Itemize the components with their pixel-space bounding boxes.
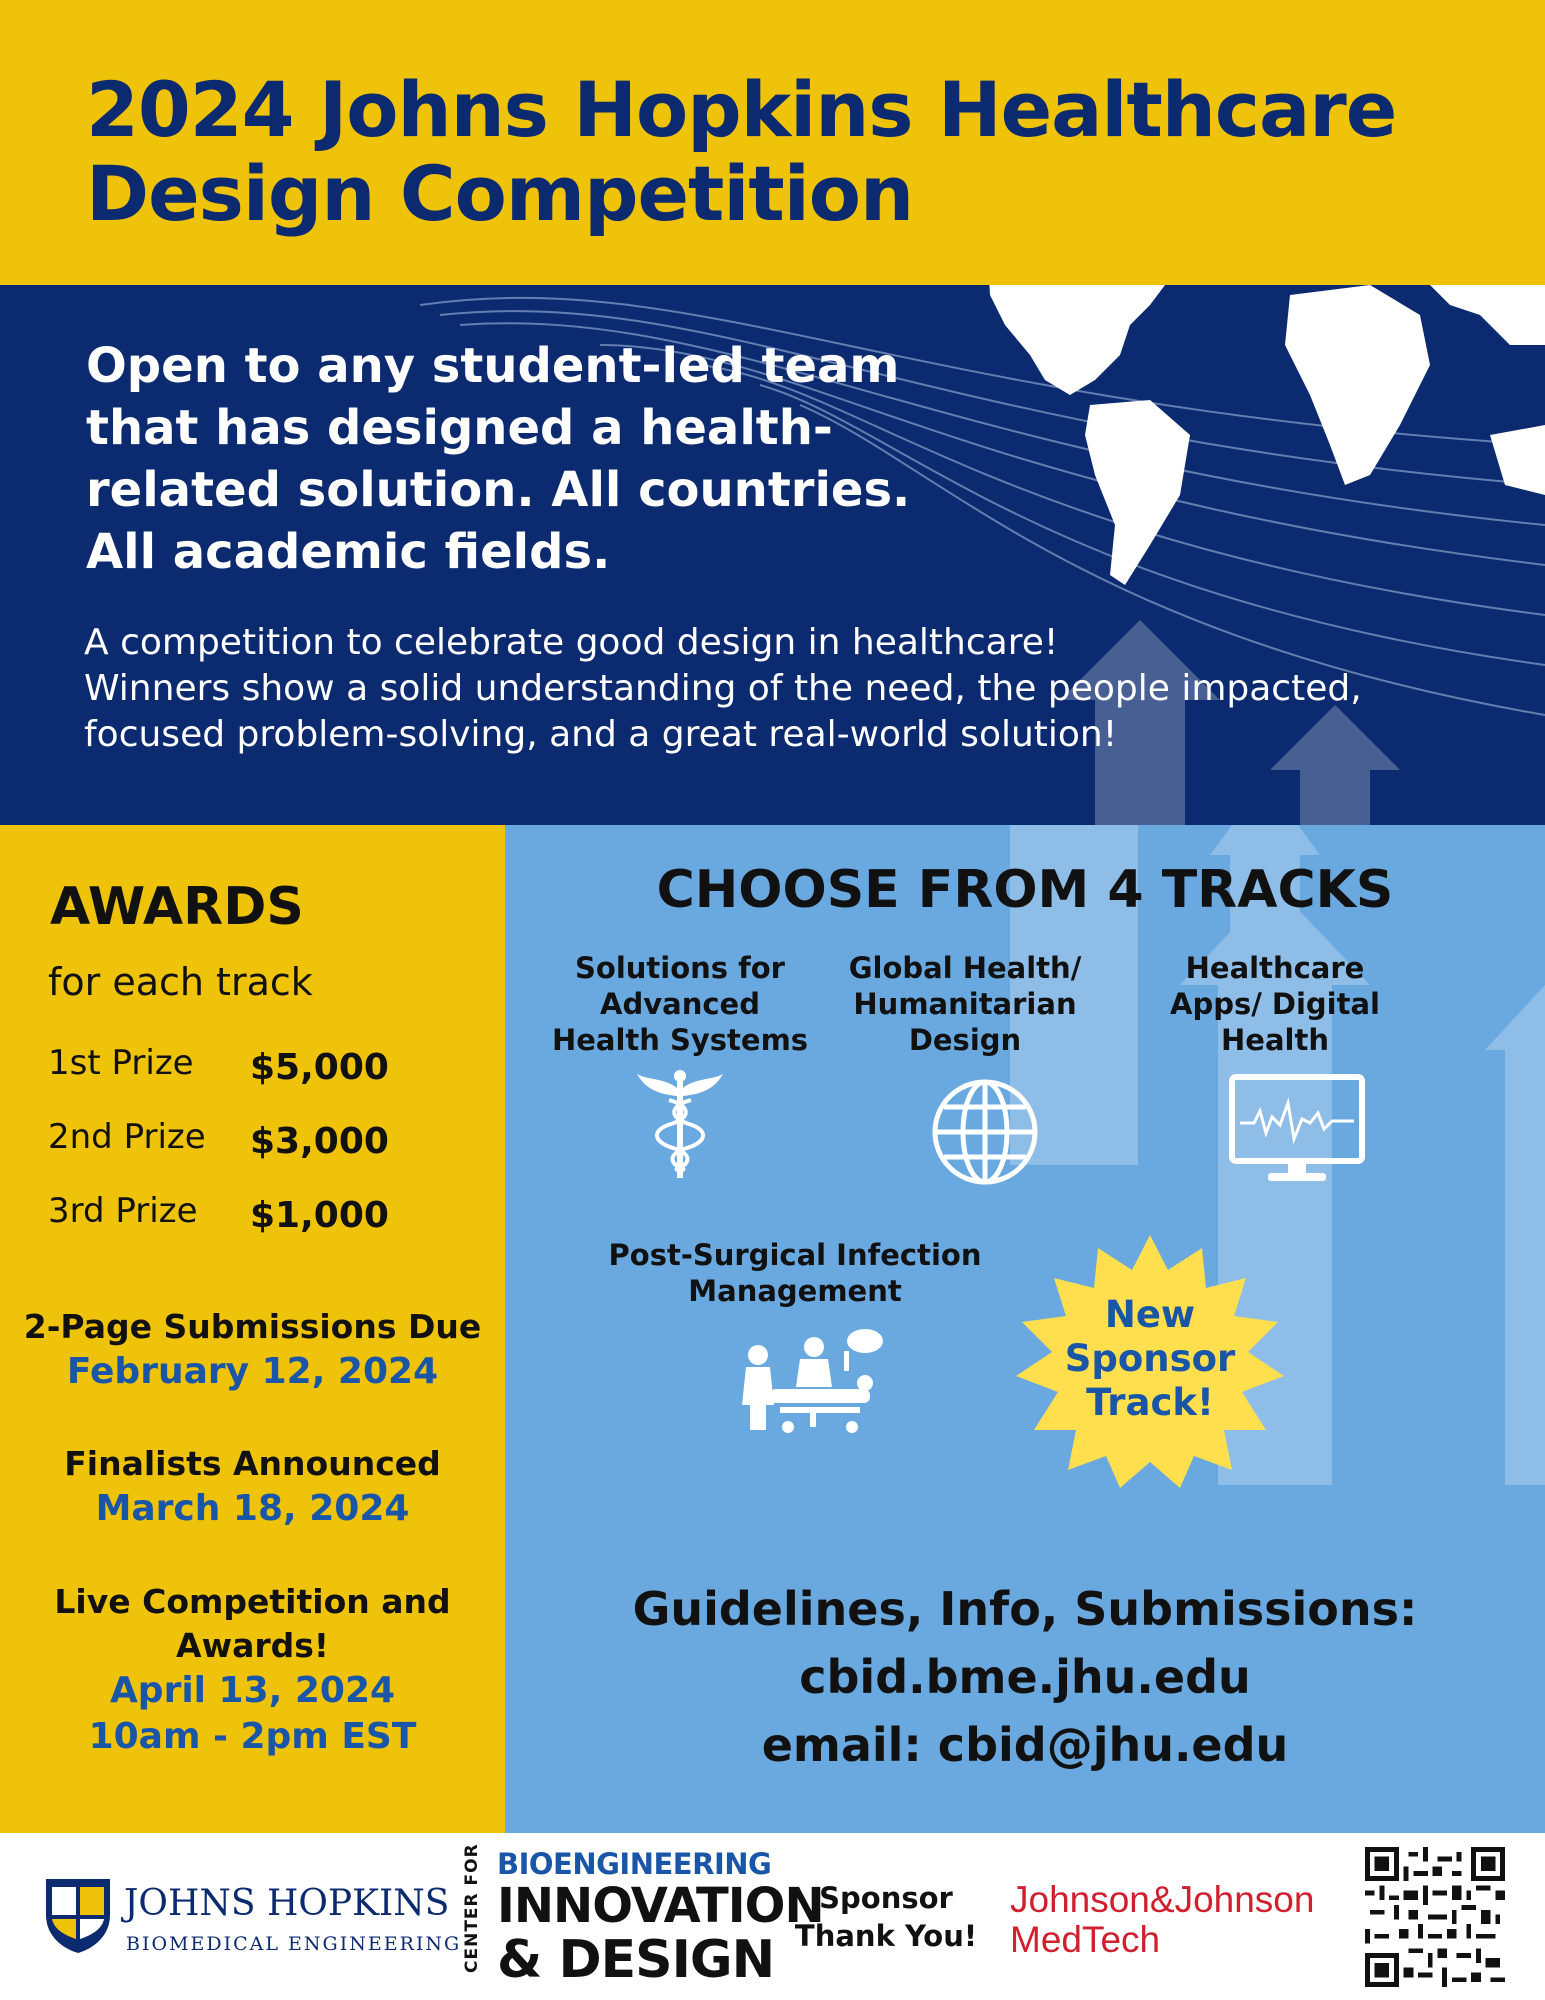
awards-column [0, 825, 505, 1833]
jhu-department: BIOMEDICAL ENGINEERING [126, 1933, 462, 1955]
monitor-heartbeat-icon [1228, 1073, 1368, 1185]
jhu-name: JOHNS HOPKINS [124, 1883, 450, 1924]
jhu-shield-logo [42, 1875, 114, 1955]
intro-line-2: Winners show a solid understanding of the need, the people impacted, [84, 668, 1362, 709]
headline-line-4: All academic fields. [86, 524, 611, 580]
caduceus-icon [635, 1070, 725, 1180]
cbid-innovation: INNOVATION [497, 1878, 824, 1934]
cbid-bioengineering: BIOENGINEERING [497, 1847, 772, 1881]
jj-logo-medtech: MedTech [1010, 1919, 1161, 1960]
track-digital-health [1130, 950, 1420, 1058]
sponsor-line-2: Thank You! [794, 1919, 978, 1953]
live-date: April 13, 2024 [109, 1670, 396, 1711]
new-track-badge [1010, 1293, 1290, 1425]
submissions-date: February 12, 2024 [66, 1351, 439, 1392]
cbid-center-for: CENTER FOR [462, 1843, 482, 1973]
track-1-line-1: Solutions for [575, 951, 785, 985]
intro-description [84, 620, 1504, 758]
track-1-line-3: Health Systems [551, 1023, 809, 1057]
track-global-health [835, 950, 1095, 1058]
jj-logo-name: Johnson&Johnson [1010, 1879, 1315, 1920]
live-competition [0, 1580, 505, 1760]
sponsor-thanks [786, 1879, 986, 1955]
badge-line-3: Track! [1086, 1381, 1214, 1424]
intro-line-3: focused problem-solving, and a great real-world solution! [84, 714, 1118, 755]
guidelines-heading: Guidelines, Info, Submissions: [632, 1582, 1418, 1636]
track-advanced-health-systems [545, 950, 815, 1058]
track-2-line-1: Global Health/ [848, 951, 1082, 985]
track-4-line-2: Management [688, 1274, 902, 1308]
submissions-label: 2-Page Submissions Due [23, 1307, 482, 1346]
live-time: 10am - 2pm EST [88, 1716, 417, 1757]
badge-line-2: Sponsor [1064, 1337, 1236, 1380]
qr-code[interactable] [1365, 1847, 1505, 1987]
cbid-design: & DESIGN [497, 1930, 775, 1990]
website-link[interactable]: cbid.bme.jhu.edu [799, 1650, 1251, 1704]
tracks-title: CHOOSE FROM 4 TRACKS [656, 860, 1394, 920]
sponsor-line-1: Sponsor [819, 1881, 953, 1915]
headline-line-3: related solution. All countries. [86, 462, 911, 518]
prize-label-1: 1st Prize [48, 1043, 194, 1083]
awards-title: AWARDS [50, 877, 304, 937]
prize-label-2: 2nd Prize [48, 1117, 206, 1157]
track-2-line-3: Design [908, 1023, 1022, 1057]
tracks-panel [505, 825, 1545, 1833]
track-3-line-3: Health [1221, 1023, 1329, 1057]
live-label-line-2: Awards! [176, 1626, 329, 1665]
track-3-line-2: Apps/ Digital [1170, 987, 1380, 1021]
track-3-line-1: Healthcare [1185, 951, 1365, 985]
track-post-surgical-infection [585, 1237, 1005, 1309]
intro-band [0, 285, 1545, 825]
prize-amount-2: $3,000 [250, 1121, 389, 1162]
prize-amount-1: $5,000 [250, 1047, 389, 1088]
live-label-line-1: Live Competition and [54, 1582, 451, 1621]
prize-label-3: 3rd Prize [48, 1191, 198, 1231]
track-4-line-1: Post-Surgical Infection [608, 1238, 982, 1272]
globe-icon [930, 1077, 1040, 1187]
awards-subtitle: for each track [48, 960, 313, 1004]
submissions-due [0, 1305, 505, 1395]
intro-line-1: A competition to celebrate good design in healthcare! [84, 622, 1059, 663]
finalists-announced [0, 1442, 505, 1532]
headline-line-1: Open to any student-led team [86, 338, 900, 394]
footer [0, 1833, 1545, 2000]
intro-headline [86, 335, 1006, 583]
email-link[interactable]: email: cbid@jhu.edu [761, 1718, 1289, 1772]
title-line-2: Design Competition [86, 149, 914, 238]
guidelines-block [505, 1575, 1545, 1779]
track-1-line-2: Advanced [600, 987, 760, 1021]
badge-line-1: New [1104, 1293, 1196, 1336]
headline-line-2: that has designed a health- [86, 400, 833, 456]
page-title [86, 65, 1526, 238]
finalists-label: Finalists Announced [64, 1444, 441, 1483]
track-2-line-2: Humanitarian [853, 987, 1077, 1021]
finalists-date: March 18, 2024 [95, 1488, 410, 1529]
prize-amount-3: $1,000 [250, 1195, 389, 1236]
surgery-team-icon [740, 1325, 890, 1440]
title-line-1: 2024 Johns Hopkins Healthcare [86, 65, 1397, 154]
